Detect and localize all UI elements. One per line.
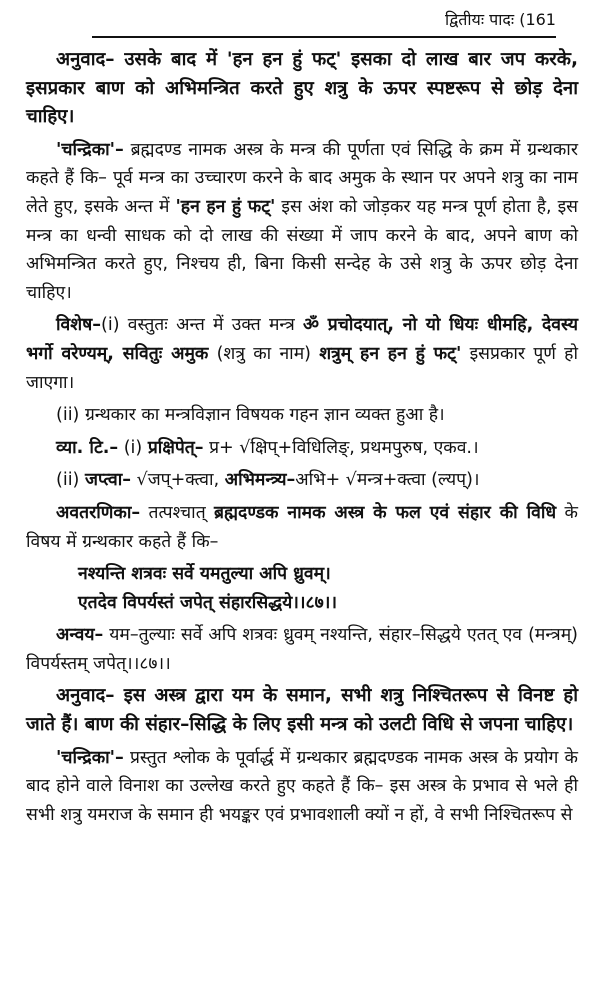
anvay-text: यम–तुल्याः सर्वे अपि शत्रवः ध्रुवम् नश्यन्ति, संहार–सिद्धये एतत् एव (मन्त्रम्) विपर्यस्तम् जपेत्।।८७।। [26,625,578,674]
vyati-label: व्या. टि.– [56,437,119,458]
avataranika-text-b: के विषय में ग्रन्थकार कहते हैं कि– [26,502,578,552]
vyati-ii-text-c: अभि+ √मन्त्र+क्त्वा (ल्यप्)। [295,470,480,491]
vyati-ii-term-a: जप्त्वा– [84,470,131,491]
anuvad-paragraph-1 [26,46,578,132]
chandrika-text-1b: इस अंश को जोड़कर यह मन्त्र पूर्ण होता है, इस मन्त्र का धन्वी साधक को दो लाख की संख्या में जाप करने के बाद, अपने बाण को अभिमन्त्रित करते हुए, निश्चय ही, बिना किसी सन्देह के उसे शत्रु के ऊपर छोड़ देना चाहिए। [26,196,579,303]
vishesh-label: विशेष– [56,315,102,336]
vishesh-text-b: (शत्रु का नाम) [208,343,320,364]
anuvad-label-1: अनुवाद– [56,49,115,70]
page-content [26,46,578,833]
verse-line-2: एतदेव विपर्यस्तं जपेत् संहारसिद्धये।।८७।। [78,592,338,613]
chandrika-label-2: 'चन्द्रिका'– [56,747,124,768]
vyati-ii-text-b: √जप्+क्त्वा, [130,470,225,491]
verse-line-1: नश्यन्ति शत्रवः सर्वे यमतुल्या अपि ध्रुवम्। [78,564,331,585]
chandrika-label-1: 'चन्द्रिका'– [56,139,124,160]
avataranika-label: अवतरणिका– [56,502,141,523]
vyati-ii-text-a: (ii) [56,470,85,491]
page-header [26,0,578,36]
anuvad-text-1: उसके बाद में 'हन हन हुं फट्' इसका दो लाख बार जप करके, इसप्रकार बाण को अभिमन्त्रित करते हुए शत्रु के ऊपर स्पष्टरूप से छोड़ देना चाहिए। [26,49,578,128]
vishesh-mantra-b: शत्रुम् हन हन हुं फट्' [319,343,462,364]
avataranika-paragraph [26,499,578,556]
anuvad-label-2: अनुवाद– [56,685,115,707]
chandrika-text-1a: ब्रह्मदण्ड नामक अस्त्र के मन्त्र की पूर्णता एवं सिद्धि के क्रम में ग्रन्थकार कहते हैं कि– पूर्व मन्त्र का उच्चारण करने के बाद अमुक के स्थान पर अपने शत्रु का नाम लेते हुए, इसके अन्त में [26,139,578,217]
vishesh-mantra-a: ॐ प्रचोदयात्, नो यो धियः धीमहि, देवस्य भर्गो वरेण्यम्, सवितुः अमुक [26,315,578,364]
anuvad-text-2: इस अस्त्र द्वारा यम के समान, सभी शत्रु निश्चितरूप से विनष्ट हो जाते हैं। बाण की संहार–सिद्धि के लिए इसी मन्त्र को उलटी विधि से जपना चाहिए। [26,685,578,736]
anvay-paragraph [26,621,578,678]
vishesh-text-c: इसप्रकार पूर्ण हो जाएगा। [26,343,578,393]
vyati-paragraph-ii [26,466,578,495]
vyati-i-term: प्रक्षिपेत्– [147,437,204,458]
vishesh-paragraph [26,311,578,397]
vishesh-text-a: (i) वस्तुतः अन्त में उक्त मन्त्र [101,315,304,336]
avataranika-bold: ब्रह्मदण्डक नामक अस्त्र के फल एवं संहार की विधि [214,502,557,523]
chandrika-text-2: प्रस्तुत श्लोक के पूर्वार्द्ध में ग्रन्थकार ब्रह्मदण्डक नामक अस्त्र के प्रयोग के बाद होने वाले विनाश का उल्लेख करते हुए कहते हैं कि– इस अस्त्र के प्रभाव से भले ही सभी शत्रु यमराज के समान ही भयङ्कर एवं प्रभावशाली क्यों न हों, वे सभी निश्चितरूप से [26,747,578,825]
anuvad-paragraph-2 [26,682,578,739]
header-rule [92,36,556,38]
chandrika-paragraph-1 [26,136,578,308]
vyati-paragraph-i [26,434,578,463]
avataranika-text-a: तत्पश्चात् [140,502,215,523]
vishesh-ii-paragraph: (ii) ग्रन्थकार का मन्त्रविज्ञान विषयक गहन ज्ञान व्यक्त हुआ है। [56,405,445,426]
chandrika-mantra-1: 'हन हन हुं फट्' [175,196,276,217]
chandrika-paragraph-2 [26,744,578,830]
running-title: द्वितीयः पादः (161 [444,10,556,29]
vyati-ii-term-b: अभिमन्त्र्य– [224,470,296,491]
vyati-i-text-b: प्र+ √क्षिप्+विधिलिङ्, प्रथमपुरुष, एकव.। [203,437,479,458]
anvay-label: अन्वय– [56,625,104,646]
vyati-i-text-a: (i) [118,437,148,458]
